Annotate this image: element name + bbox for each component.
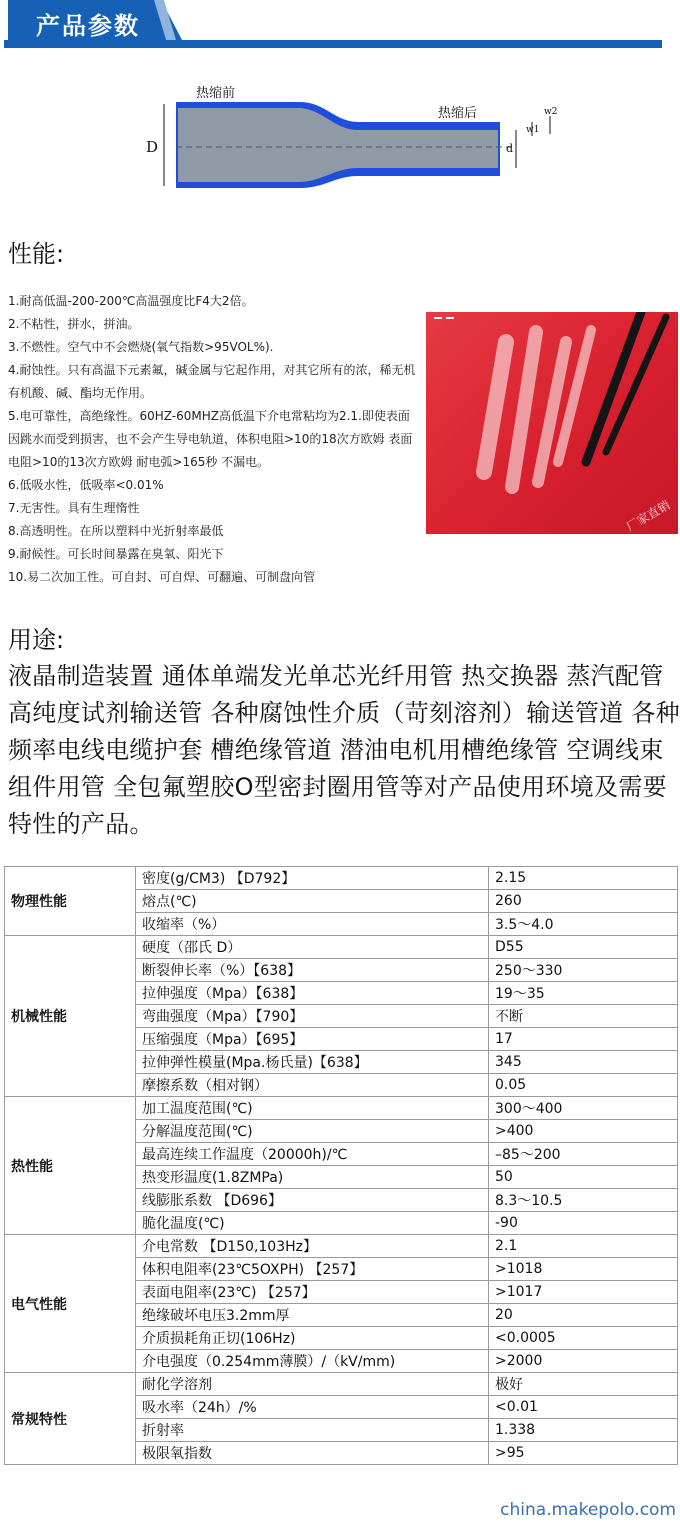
property-cell: 拉伸弹性模量(Mpa.杨氏量)【638】 — [136, 1051, 489, 1074]
value-cell: <0.01 — [489, 1396, 678, 1419]
shrink-tube-diagram — [140, 80, 570, 200]
usage-title: 用途: — [8, 626, 65, 654]
value-cell: 2.15 — [489, 867, 678, 890]
value-cell: >2000 — [489, 1350, 678, 1373]
properties-table — [4, 866, 678, 1465]
property-cell: 拉伸强度（Mpa）【638】 — [136, 982, 489, 1005]
property-cell: 线膨胀系数 【D696】 — [136, 1189, 489, 1212]
property-cell: 介质损耗角正切(106Hz) — [136, 1327, 489, 1350]
table-row — [5, 1235, 678, 1258]
group-cell: 热性能 — [5, 1097, 136, 1235]
table-row — [5, 867, 678, 890]
feature-item: 4.耐蚀性。只有高温下元素氟，碱金属与它起作用，对其它所有的浓，稀无机有机酸、碱、酯均无作用。 — [8, 363, 416, 400]
feature-item: 6.低吸水性，低吸率<0.01% — [8, 478, 164, 492]
property-cell: 最高连续工作温度（20000h)/℃ — [136, 1143, 489, 1166]
photo-stamp: 厂家直销 — [623, 497, 673, 534]
feature-item: 3.不燃性。空气中不会燃烧(氧气指数>95VOL%). — [8, 340, 274, 354]
value-cell: >95 — [489, 1442, 678, 1465]
value-cell: 17 — [489, 1028, 678, 1051]
value-cell: >400 — [489, 1120, 678, 1143]
value-cell: >1017 — [489, 1281, 678, 1304]
property-cell: 表面电阻率(23℃) 【257】 — [136, 1281, 489, 1304]
value-cell: 260 — [489, 890, 678, 913]
property-cell: 加工温度范围(℃) — [136, 1097, 489, 1120]
value-cell: 50 — [489, 1166, 678, 1189]
value-cell: 1.338 — [489, 1419, 678, 1442]
table-row — [5, 936, 678, 959]
property-cell: 分解温度范围(℃) — [136, 1120, 489, 1143]
value-cell: –85～200 — [489, 1143, 678, 1166]
value-cell: D55 — [489, 936, 678, 959]
property-cell: 吸水率（24h）/% — [136, 1396, 489, 1419]
performance-title: 性能: — [8, 240, 65, 268]
property-cell: 断裂伸长率（%）【638】 — [136, 959, 489, 982]
value-cell: >1018 — [489, 1258, 678, 1281]
watermark: china.makepolo.com — [500, 1500, 676, 1520]
feature-item: 2.不粘性，拼水，拼油。 — [8, 317, 140, 331]
feature-item: 5.电可靠性，高绝缘性。60HZ-60MHZ高低温下介电常粘均为2.1.即使表面因跳水而受到损害，也不会产生导电轨道，体积电阻>10的18次方欧姆 表面电阻>10的13次方欧姆 耐电弧>165秒 不漏电。 — [8, 409, 413, 469]
value-cell: <0.0005 — [489, 1327, 678, 1350]
value-cell: 3.5～4.0 — [489, 913, 678, 936]
diagram-label-before: 热缩前 — [196, 86, 236, 101]
property-cell: 耐化学溶剂 — [136, 1373, 489, 1396]
value-cell: 8.3～10.5 — [489, 1189, 678, 1212]
diagram-label-d: d — [506, 142, 514, 155]
feature-item: 1.耐高低温-200-200℃高温强度比F4大2倍。 — [8, 294, 254, 308]
property-cell: 脆化温度(℃) — [136, 1212, 489, 1235]
value-cell: 20 — [489, 1304, 678, 1327]
header-underline — [4, 40, 662, 48]
page-title: 产品参数 — [36, 12, 140, 40]
group-cell: 电气性能 — [5, 1235, 136, 1373]
value-cell: 300～400 — [489, 1097, 678, 1120]
value-cell: -90 — [489, 1212, 678, 1235]
diagram-label-after: 热缩后 — [438, 106, 478, 121]
product-photo — [426, 312, 678, 534]
value-cell: 19～35 — [489, 982, 678, 1005]
value-cell: 2.1 — [489, 1235, 678, 1258]
property-cell: 弯曲强度（Mpa）【790】 — [136, 1005, 489, 1028]
value-cell: 0.05 — [489, 1074, 678, 1097]
feature-item: 10.易二次加工性。可自封、可自焊、可翻遍、可制盘向管 — [8, 570, 316, 584]
properties-table-body — [5, 867, 678, 1465]
value-cell: 250～330 — [489, 959, 678, 982]
property-cell: 熔点(℃) — [136, 890, 489, 913]
group-cell: 常规特性 — [5, 1373, 136, 1465]
table-row — [5, 1097, 678, 1120]
performance-list — [8, 290, 418, 589]
value-cell: 345 — [489, 1051, 678, 1074]
group-cell: 物理性能 — [5, 867, 136, 936]
property-cell: 介电常数 【D150,103Hz】 — [136, 1235, 489, 1258]
property-cell: 介电强度（0.254mm薄膜）/（kV/mm) — [136, 1350, 489, 1373]
table-row — [5, 1373, 678, 1396]
property-cell: 摩擦系数（相对钢） — [136, 1074, 489, 1097]
diagram-label-w1: w1 — [526, 125, 540, 135]
property-cell: 体积电阻率(23℃5OXPH) 【257】 — [136, 1258, 489, 1281]
diagram-label-D: D — [146, 138, 159, 156]
property-cell: 折射率 — [136, 1419, 489, 1442]
property-cell: 绝缘破坏电压3.2mm厚 — [136, 1304, 489, 1327]
value-cell: 极好 — [489, 1373, 678, 1396]
group-cell: 机械性能 — [5, 936, 136, 1097]
value-cell: 不断 — [489, 1005, 678, 1028]
tube-illustration — [426, 312, 678, 534]
property-cell: 密度(g/CM3) 【D792】 — [136, 867, 489, 890]
property-cell: 压缩强度（Mpa）【695】 — [136, 1028, 489, 1051]
feature-item: 8.高透明性。在所以塑料中光折射率最低 — [8, 524, 224, 538]
feature-item: 9.耐候性。可长时间暴露在臭氧、阳光下 — [8, 547, 224, 561]
usage-text: 液晶制造装置 通体单端发光单芯光纤用管 热交换器 蒸汽配管高纯度试剂输送管 各种腐蚀性介质（苛刻溶剂）输送管道 各种频率电线电缆护套 槽绝缘管道 潜油电机用槽绝缘管 空调线束组件用管 全包氟塑胶O型密封圈用管等对产品使用环境及需要特性的产品。 — [8, 662, 680, 838]
property-cell: 硬度（邵氏 D） — [136, 936, 489, 959]
diagram-label-w2: w2 — [544, 107, 558, 117]
feature-item: 7.无害性。具有生理惰性 — [8, 501, 140, 515]
property-cell: 热变形温度(1.8ZMPa) — [136, 1166, 489, 1189]
property-cell: 极限氧指数 — [136, 1442, 489, 1465]
property-cell: 收缩率（%） — [136, 913, 489, 936]
